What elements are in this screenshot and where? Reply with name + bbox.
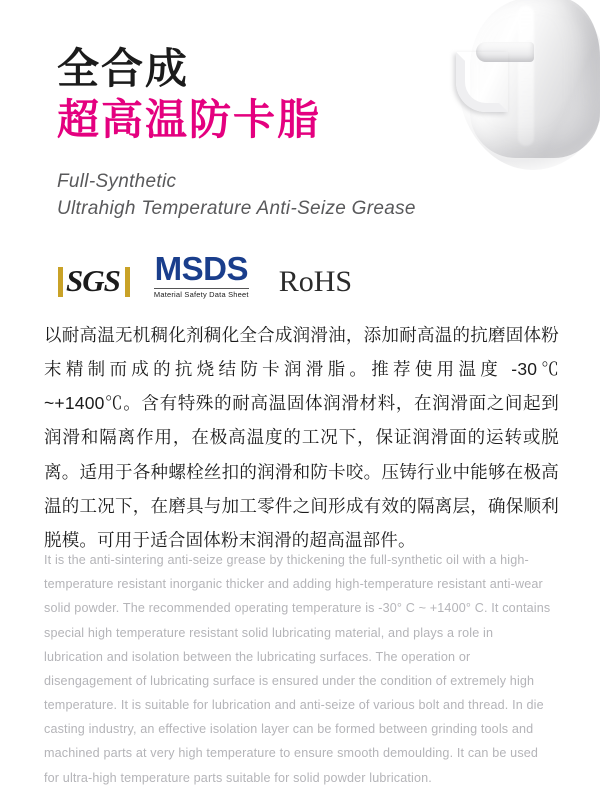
msds-sublabel: Material Safety Data Sheet: [153, 290, 249, 299]
msds-icon: [154, 252, 249, 299]
certification-logos: [62, 252, 352, 299]
page-subtitle-en-line1: Full-Synthetic: [57, 170, 177, 192]
page-title-cn-secondary: 超高温防卡脂: [57, 96, 322, 144]
rohs-icon: RoHS: [278, 264, 353, 298]
page-subtitle-en: [57, 168, 477, 223]
description-english: It is the anti-sintering anti-seize grease by thickening the full-synthetic oil with a high-temperature resistant inorganic thicker and adding high-temperature resistant anti-wear solid powder. The recommended operating temperature is -30° C ~ +1400° C. It contains special high temperature resistant solid lubricating material, and plays a role in lubrication and isolation between the lubricating surfaces. The operation or disengagement of lubricating surface is ensured under the condition of extremely high temperature. It is suitable for lubrication and anti-seize of various bolt and thread. In die casting industry, an effective isolation layer can be formed between grinding tools and machined parts at very high temperature to ensure smooth demoulding. It can be used for ultra-high temperature parts suitable for solid powder lubrication.: [44, 553, 551, 785]
title-block: [57, 45, 477, 223]
msds-label: MSDS: [154, 250, 248, 287]
sgs-icon: SGS: [62, 263, 124, 299]
page-subtitle-en-line2: Ultrahigh Temperature Anti-Seize Grease: [57, 198, 416, 220]
bottle-highlight: [518, 6, 534, 146]
description-chinese: 以耐高温无机稠化剂稠化全合成润滑油，添加耐高温的抗磨固体粉末精制而成的抗烧结防卡润滑脂。推荐使用温度 -30℃ ~+1400℃。含有特殊的耐高温固体润滑材料，在润滑面之间起到润滑和隔离作用，在极高温度的工况下，保证润滑面的运转或脱离。适用于各种螺栓丝扣的润滑和防卡咬。压铸行业中能够在极高温的工况下，在磨具与加工零件之间形成有效的隔离层，确保顺利脱模。可用于适合固体粉末润滑的超高温部件。: [44, 325, 559, 550]
bottom-divider: [0, 796, 600, 800]
page-title-cn-primary: 全合成: [57, 45, 190, 92]
